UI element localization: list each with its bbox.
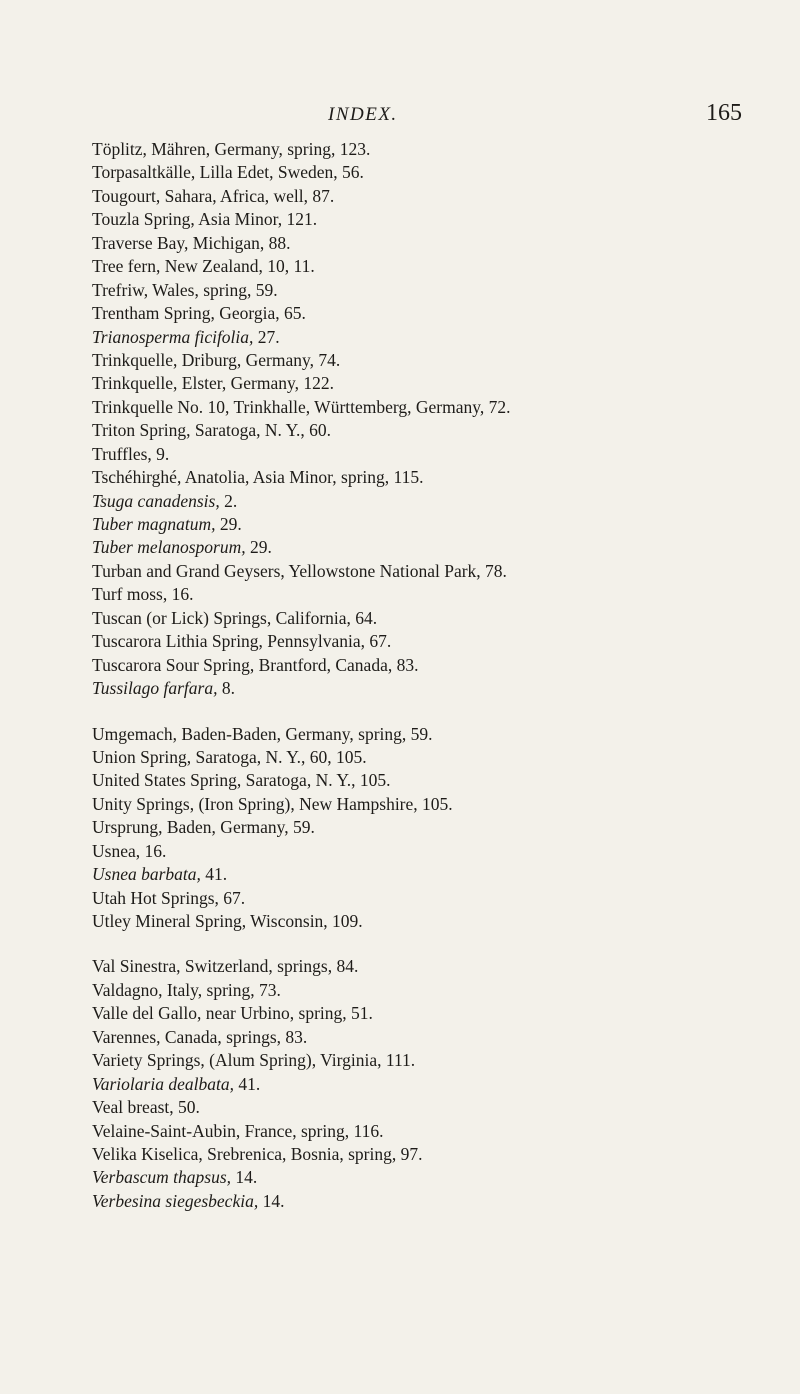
index-term: Utah Hot Springs, 67.: [92, 887, 246, 908]
index-page-ref: 2.: [219, 490, 238, 511]
index-entry: [92, 1073, 782, 1096]
index-entry: [92, 793, 782, 816]
index-entry: [92, 536, 782, 559]
index-entry: [92, 396, 782, 419]
index-term: Trinkquelle No. 10, Trinkhalle, Württemberg, Germany, 72.: [92, 396, 511, 417]
index-term: Triton Spring, Saratoga, N. Y., 60.: [92, 420, 332, 441]
index-term: Variolaria dealbata,: [92, 1073, 234, 1094]
index-page-ref: 14.: [258, 1190, 285, 1211]
index-entry: [92, 1166, 782, 1189]
index-entry: [92, 1096, 782, 1119]
index-entry: [92, 1190, 782, 1213]
index-term: Variety Springs, (Alum Spring), Virginia, 111.: [92, 1050, 416, 1071]
index-term: Torpasaltkälle, Lilla Edet, Sweden, 56.: [92, 162, 364, 183]
index-term: Truffles, 9.: [92, 443, 170, 464]
index-term: Union Spring, Saratoga, N. Y., 60, 105.: [92, 746, 367, 767]
index-term: Unity Springs, (Iron Spring), New Hampshire, 105.: [92, 793, 453, 814]
page-header: [0, 100, 800, 130]
index-term: Touzla Spring, Asia Minor, 121.: [92, 209, 318, 230]
index-term: Tschéhirghé, Anatolia, Asia Minor, spring, 115.: [92, 467, 424, 488]
index-page-ref: 41.: [200, 864, 228, 885]
index-entry: [92, 466, 782, 489]
index-entry: [92, 161, 782, 184]
index-entry: [92, 1049, 782, 1072]
index-term: Turf moss, 16.: [92, 584, 194, 605]
index-entry: [92, 372, 782, 395]
index-term: Usnea barbata,: [92, 864, 201, 885]
index-term: Valle del Gallo, near Urbino, spring, 51.: [92, 1003, 373, 1024]
index-entry: [92, 630, 782, 653]
index-term: Velaine-Saint-Aubin, France, spring, 116.: [92, 1120, 384, 1141]
index-page-ref: 8.: [217, 678, 235, 699]
index-entry: [92, 607, 782, 630]
index-term: Turban and Grand Geysers, Yellowstone National Park, 78.: [92, 560, 507, 581]
index-term: Töplitz, Mähren, Germany, spring, 123.: [92, 139, 371, 159]
index-page-ref: 29.: [215, 514, 242, 534]
page-number: 165: [706, 100, 742, 126]
group-separator: [92, 701, 782, 723]
index-entry: [92, 1026, 782, 1049]
index-term: Tuscarora Lithia Spring, Pennsylvania, 67.: [92, 631, 392, 652]
index-term: Varennes, Canada, springs, 83.: [92, 1026, 308, 1047]
index-term: Umgemach, Baden-Baden, Germany, spring, 59.: [92, 723, 433, 744]
index-term: Verbascum thapsus,: [92, 1167, 232, 1188]
index-term: Trinkquelle, Driburg, Germany, 74.: [92, 349, 341, 370]
index-entry: [92, 232, 782, 255]
running-header-title: INDEX.: [328, 104, 398, 125]
index-term: Tree fern, New Zealand, 10, 11.: [92, 256, 315, 277]
index-entry: [92, 723, 782, 746]
index-entry: [92, 979, 782, 1002]
index-term: Velika Kiselica, Srebrenica, Bosnia, spring, 97.: [92, 1143, 423, 1164]
group-separator: [92, 933, 782, 955]
index-entry: [92, 419, 782, 442]
index-term: Verbesina siegesbeckia,: [92, 1190, 259, 1211]
index-page-ref: 29.: [245, 537, 272, 558]
index-term: Tuber magnatum,: [92, 514, 216, 534]
index-entry: [92, 208, 782, 231]
index-entry: [92, 654, 782, 677]
index-entry: [92, 513, 782, 536]
index-entry: [92, 349, 782, 372]
index-entry: [92, 955, 782, 978]
index-term: Ursprung, Baden, Germany, 59.: [92, 817, 315, 838]
index-letter-group: [92, 955, 782, 1213]
index-entry: [92, 1120, 782, 1143]
index-entry: [92, 746, 782, 769]
index-term: Usnea, 16.: [92, 840, 167, 861]
index-entry: [92, 583, 782, 606]
index-term: Veal breast, 50.: [92, 1097, 200, 1118]
index-entry: [92, 326, 782, 349]
index-letter-group: [92, 138, 782, 701]
index-entry: [92, 1143, 782, 1166]
index-entry: [92, 490, 782, 513]
index-entry: [92, 910, 782, 933]
index-term: Traverse Bay, Michigan, 88.: [92, 232, 291, 253]
index-term: United States Spring, Saratoga, N. Y., 105.: [92, 770, 391, 791]
index-entry: [92, 138, 782, 161]
index-term: Tussilago farfara,: [92, 678, 218, 699]
index-entry: [92, 769, 782, 792]
index-term: Tuscarora Sour Spring, Brantford, Canada, 83.: [92, 654, 419, 675]
index-term: Tsuga canadensis,: [92, 490, 220, 511]
index-entries: [92, 138, 782, 1213]
index-entry: [92, 1002, 782, 1025]
index-term: Valdagno, Italy, spring, 73.: [92, 979, 281, 1000]
index-entry: [92, 840, 782, 863]
index-term: Tuber melanosporum,: [92, 537, 246, 558]
index-term: Utley Mineral Spring, Wisconsin, 109.: [92, 911, 363, 931]
index-entry: [92, 560, 782, 583]
index-letter-group: [92, 723, 782, 934]
index-term: Trefriw, Wales, spring, 59.: [92, 279, 278, 300]
index-term: Tuscan (or Lick) Springs, California, 64.: [92, 607, 378, 628]
index-entry: [92, 863, 782, 886]
index-page-ref: 14.: [231, 1167, 258, 1188]
index-entry: [92, 816, 782, 839]
index-term: Tougourt, Sahara, Africa, well, 87.: [92, 185, 335, 206]
index-term: Trinkquelle, Elster, Germany, 122.: [92, 373, 334, 394]
index-entry: [92, 279, 782, 302]
index-entry: [92, 255, 782, 278]
index-term: Val Sinestra, Switzerland, springs, 84.: [92, 956, 359, 977]
index-term: Trianosperma ficifolia,: [92, 326, 254, 347]
index-entry: [92, 302, 782, 325]
index-page-ref: 41.: [233, 1073, 261, 1094]
index-entry: [92, 677, 782, 700]
index-term: Trentham Spring, Georgia, 65.: [92, 303, 306, 324]
index-entry: [92, 443, 782, 466]
index-entry: [92, 185, 782, 208]
index-entry: [92, 887, 782, 910]
index-page-ref: 27.: [253, 326, 280, 347]
